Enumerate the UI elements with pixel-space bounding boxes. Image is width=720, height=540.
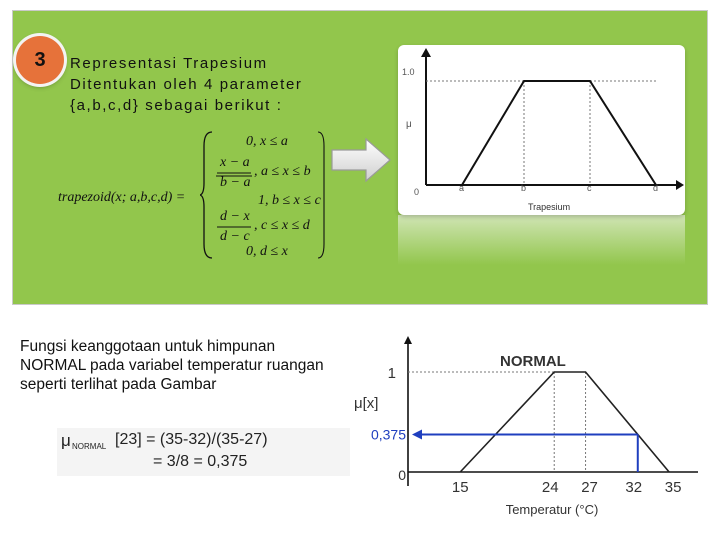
trap-y-top-label: 1.0 [402,67,415,77]
title-line-3: {a,b,c,d} sebagai berikut : [70,97,283,114]
trapezoid-chart-reflection [398,215,685,265]
y-tick-label-0: 0 [398,467,406,483]
calc-line-1: [23] = (35-32)/(35-27) [115,431,268,448]
normal-membership-chart [350,326,705,526]
x-tick-label-35: 35 [664,479,682,496]
y-axis-label: μ[x] [354,395,379,412]
chart-title: NORMAL [500,353,566,370]
y-axis-arrow [404,336,412,344]
x-tick-label-24: 24 [541,479,559,496]
trapezoid-chart-card [398,45,685,215]
formula-case-4-den: d − c [220,229,250,244]
formula-case-4-cond: , c ≤ x ≤ d [254,218,310,233]
trap-y-axis-label: μ [406,119,412,130]
calc-subscript: NORMAL [72,442,107,451]
y-tick-label-1: 1 [387,365,396,382]
calc-mu: μ [61,431,71,450]
calculation-box [57,428,352,476]
trap-zero-label: 0 [414,187,420,197]
x-tick-label-27: 27 [581,479,598,496]
description-text: Fungsi keanggotaan untuk himpunan NORMAL pada variabel temperatur ruangan seperti terlihat pada Gambar [20,338,324,393]
title-line-2: Ditentukan oleh 4 parameter [70,76,303,93]
title-line-1: Representasi Trapesium [70,55,268,72]
x-tick-label-32: 32 [625,479,643,496]
trap-x-tick-b: b [521,183,527,193]
formula-case-2-cond: , a ≤ x ≤ b [254,164,311,179]
x-axis-label: Temperatur (°C) [505,502,599,517]
x-tick-label-15: 15 [451,479,469,496]
y-tick-label-0375: 0,375 [370,426,406,443]
calc-line-2: = 3/8 = 0,375 [153,453,248,470]
trap-x-axis-label: Trapesium [528,202,571,212]
trap-x-tick-c: c [587,183,592,193]
normal-chart-panel [350,326,705,526]
formula-case-2-num: x − a [220,155,250,170]
formula-fraction-bars [217,172,253,232]
slide-number-badge: 3 [16,36,64,84]
formula-case-4-num: d − x [220,209,250,224]
formula-case-2-den: b − a [220,175,251,190]
highlight-arrowhead [412,430,422,440]
trapezoid-chart [398,45,685,215]
formula-lhs: trapezoid(x; a,b,c,d) = [58,190,186,205]
formula-case-1: 0, x ≤ a [246,134,288,149]
trap-x-tick-a: a [459,183,465,193]
formula-case-5: 0, d ≤ x [246,244,288,259]
trap-x-tick-d: d [653,183,659,193]
formula-case-3: 1, b ≤ x ≤ c [258,193,321,208]
arrow-right-icon [330,136,392,184]
